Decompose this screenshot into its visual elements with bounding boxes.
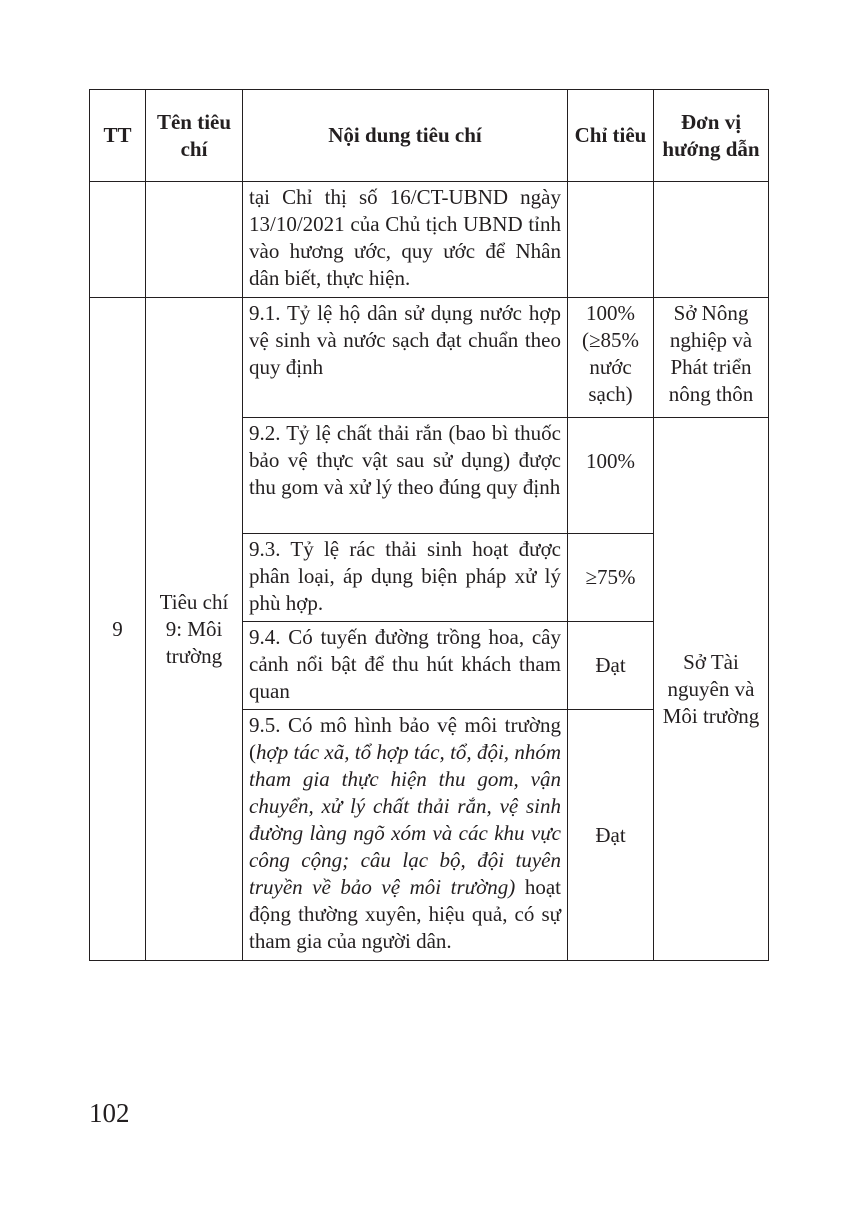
table-header-row	[90, 90, 769, 182]
target-cell: 100%	[568, 418, 654, 534]
content-cell: 9.3. Tỷ lệ rác thải sinh hoạt được phân loại, áp dụng biện pháp xử lý phù hợp.	[243, 534, 568, 622]
content-text: 9.5. Có mô hình bảo vệ môi trường (	[249, 713, 561, 764]
unit-cell: Sở Nông nghiệp và Phát triển nông thôn	[654, 298, 769, 418]
header-criterion-content: Nội dung tiêu chí	[243, 90, 568, 182]
target-cell: Đạt	[568, 622, 654, 710]
content-italic-text: hợp tác xã, tổ hợp tác, tổ, đội, nhóm tham gia thực hiện thu gom, vận chuyển, xử lý chất thải rắn, vệ sinh đường làng ngõ xóm và các khu vực công cộng; câu lạc bộ, đội tuyên truyền về bảo vệ môi trường)	[249, 740, 561, 899]
target-cell: ≥75%	[568, 534, 654, 622]
content-text: hoạt động thường xuyên, hiệu quả, có sự tham gia của người dân.	[249, 875, 562, 953]
content-cell: 9.1. Tỷ lệ hộ dân sử dụng nước hợp vệ sinh và nước sạch đạt chuẩn theo quy định	[243, 298, 568, 418]
unit-cell: Sở Tài nguyên và Môi trường	[654, 418, 769, 961]
tt-cell: 9	[90, 298, 146, 961]
content-cell	[243, 710, 568, 961]
criteria-table	[89, 89, 769, 961]
page-number: 102	[89, 1098, 130, 1128]
header-target: Chỉ tiêu	[568, 90, 654, 182]
table-row	[90, 182, 769, 298]
content-cell: 9.4. Có tuyến đường trồng hoa, cây cảnh nổi bật để thu hút khách tham quan	[243, 622, 568, 710]
table-row	[90, 298, 769, 418]
header-guiding-unit: Đơn vị hướng dẫn	[654, 90, 769, 182]
header-tt: TT	[90, 90, 146, 182]
continuation-cell: tại Chỉ thị số 16/CT-UBND ngày 13/10/2021 của Chủ tịch UBND tỉnh vào hương ước, quy ước để Nhân dân biết, thực hiện.	[243, 182, 568, 298]
target-cell: 100% (≥85% nước sạch)	[568, 298, 654, 418]
criterion-name-cell: Tiêu chí 9: Môi trường	[146, 298, 243, 961]
header-criterion-name: Tên tiêu chí	[146, 90, 243, 182]
target-cell: Đạt	[568, 710, 654, 961]
content-cell: 9.2. Tỷ lệ chất thải rắn (bao bì thuốc bảo vệ thực vật sau sử dụng) được thu gom và xử lý theo đúng quy định	[243, 418, 568, 534]
